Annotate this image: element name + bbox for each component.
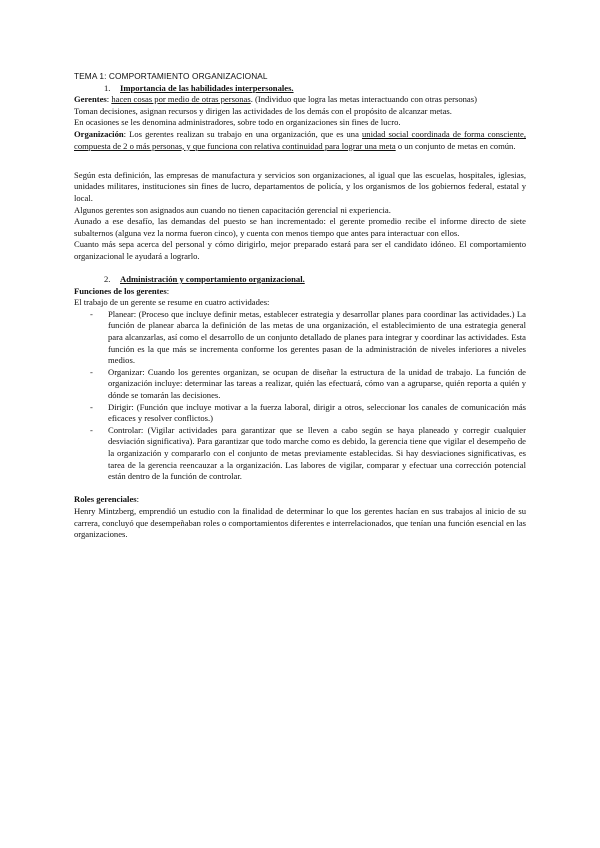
activity-controlar: Controlar: (Vigilar actividades para garantizar que se lleven a cabo según se haya planeado y corregir cualquier desviación significativa). Para garantizar que todo marche como es debido, la gerencia tiene que vigilar el desempeño de la organización y compararlo con el conjunto de metas previamente establecidas. Si hay desviaciones significativas, es tarea de la gerencia reencauzar a la organización. Las labores de vigilar, comparar y efectuar una corrección potencial están dentro de la función de controlar. — [108, 424, 526, 482]
activity-organizar: Organizar: Cuando los gerentes organizan, se ocupan de diseñar la estructura de la unidad de trabajo. La función de organización incluye: determinar las tareas a realizar, quién las efectuará, cómo van a agruparse, quién reporta a quién y dónde se tomarán las decisiones. — [108, 366, 526, 401]
cuanto-paragraph: Cuanto más sepa acerca del personal y cómo dirigirlo, mejor preparado estará para ser el candidato idóneo. El comportamiento organizacional le ayudará a lograrlo. — [74, 239, 526, 261]
gerentes-label: Gerentes — [74, 94, 107, 105]
section-1-heading-text: Importancia de las habilidades interpersonales. — [120, 82, 294, 93]
list-item — [90, 402, 526, 425]
trabajo-paragraph: El trabajo de un gerente se resume en cuatro actividades: — [74, 297, 270, 308]
bullet-dash: - — [90, 424, 93, 435]
gerentes-sep: : — [106, 94, 112, 105]
list-item — [90, 367, 526, 402]
funciones-sep: : — [166, 285, 170, 296]
gerentes-underlined: hacen cosas por medio de otras personas — [111, 94, 251, 105]
bullet-dash: - — [90, 308, 93, 319]
roles-heading — [74, 494, 526, 506]
decisiones-paragraph: Toman decisiones, asignan recursos y dirigen las actividades de los demás con el propósito de alcanzar metas. — [74, 105, 452, 116]
spacer — [74, 483, 526, 495]
organizacion-paragraph — [74, 129, 526, 152]
page-title: TEMA 1: COMPORTAMIENTO ORGANIZACIONAL — [74, 71, 268, 81]
gerentes-paragraph — [74, 94, 526, 106]
bullet-dash: - — [90, 401, 93, 412]
roles-label: Roles gerenciales — [74, 494, 137, 505]
section-1-heading — [104, 83, 526, 95]
spacer — [74, 263, 526, 275]
mintzberg-paragraph: Henry Mintzberg, emprendió un estudio con la finalidad de determinar lo que los gerentes hacían en sus trabajos al inicio de su carrera, concluyó que desempeñaban roles o comportamientos diferentes e interrelacionados, que tenían una función esencial en las organizaciones. — [74, 505, 526, 540]
activity-planear: Planear: (Proceso que incluye definir metas, establecer estrategia y desarrollar planes para coordinar las actividades.) La función de planear abarca la definición de las metas de una organización, el establecimiento de una estrategia general para alcanzarlas, así como el desarrollo de un conjunto detallado de planes para integrar y coordinar las actividades. Esta función es la que más se incrementa conforme los gerentes pasan de la administración de niveles inferiores a niveles medios. — [108, 308, 526, 366]
list-item — [90, 309, 526, 367]
funciones-label: Funciones de los gerentes — [74, 285, 167, 296]
activities-list — [74, 309, 526, 483]
ocasiones-paragraph: En ocasiones se les denomina administradores, sobre todo en organizaciones sin fines de lucro. — [74, 117, 401, 128]
organizacion-label: Organización — [74, 128, 124, 139]
organizacion-text-2: o un conjunto de metas en común. — [395, 140, 516, 151]
section-2-heading — [104, 274, 526, 286]
document-body — [74, 71, 526, 541]
aunado-paragraph: Aunado a ese desafío, las demandas del puesto se han incrementado: el gerente promedio recibe el informe directo de siete subalternos (alguna vez la norma fueron cinco), y cuenta con menos tiempo que antes para interactuar con ellos. — [74, 216, 526, 238]
segun-paragraph: Según esta definición, las empresas de manufactura y servicios son organizaciones, al igual que las escuelas, hospitales, iglesias, unidades militares, instituciones sin fines de lucro, departamentos de policía, y los organismos de los gobiernos federal, estatal y local. — [74, 169, 526, 203]
roles-sep: : — [136, 494, 139, 505]
bullet-dash: - — [90, 366, 93, 377]
activity-dirigir: Dirigir: (Función que incluye motivar a la fuerza laboral, dirigir a otros, seleccionar los canales de comunicación más eficaces y resolver conflictos.) — [108, 401, 526, 424]
funciones-heading — [74, 286, 526, 298]
organizacion-underlined: unidad social coordinada de forma consciente, compuesta de 2 o más personas, y que funciona con relativa continuidad para lograr una meta — [74, 128, 526, 151]
organizacion-text-1: Los gerentes realizan su trabajo en una organización, que es una — [129, 128, 362, 139]
gerentes-rest: . (Individuo que logra las metas interactuando con otras personas) — [250, 94, 477, 105]
spacer — [74, 152, 526, 164]
algunos-paragraph: Algunos gerentes son asignados aun cuando no tienen capacitación gerencial ni experiencia. — [74, 204, 391, 215]
list-item — [90, 425, 526, 483]
organizacion-sep: : — [123, 128, 130, 139]
section-2-number: 2. — [104, 274, 111, 285]
section-2-heading-text: Administración y comportamiento organizacional. — [120, 274, 305, 285]
section-1-number: 1. — [104, 82, 111, 93]
